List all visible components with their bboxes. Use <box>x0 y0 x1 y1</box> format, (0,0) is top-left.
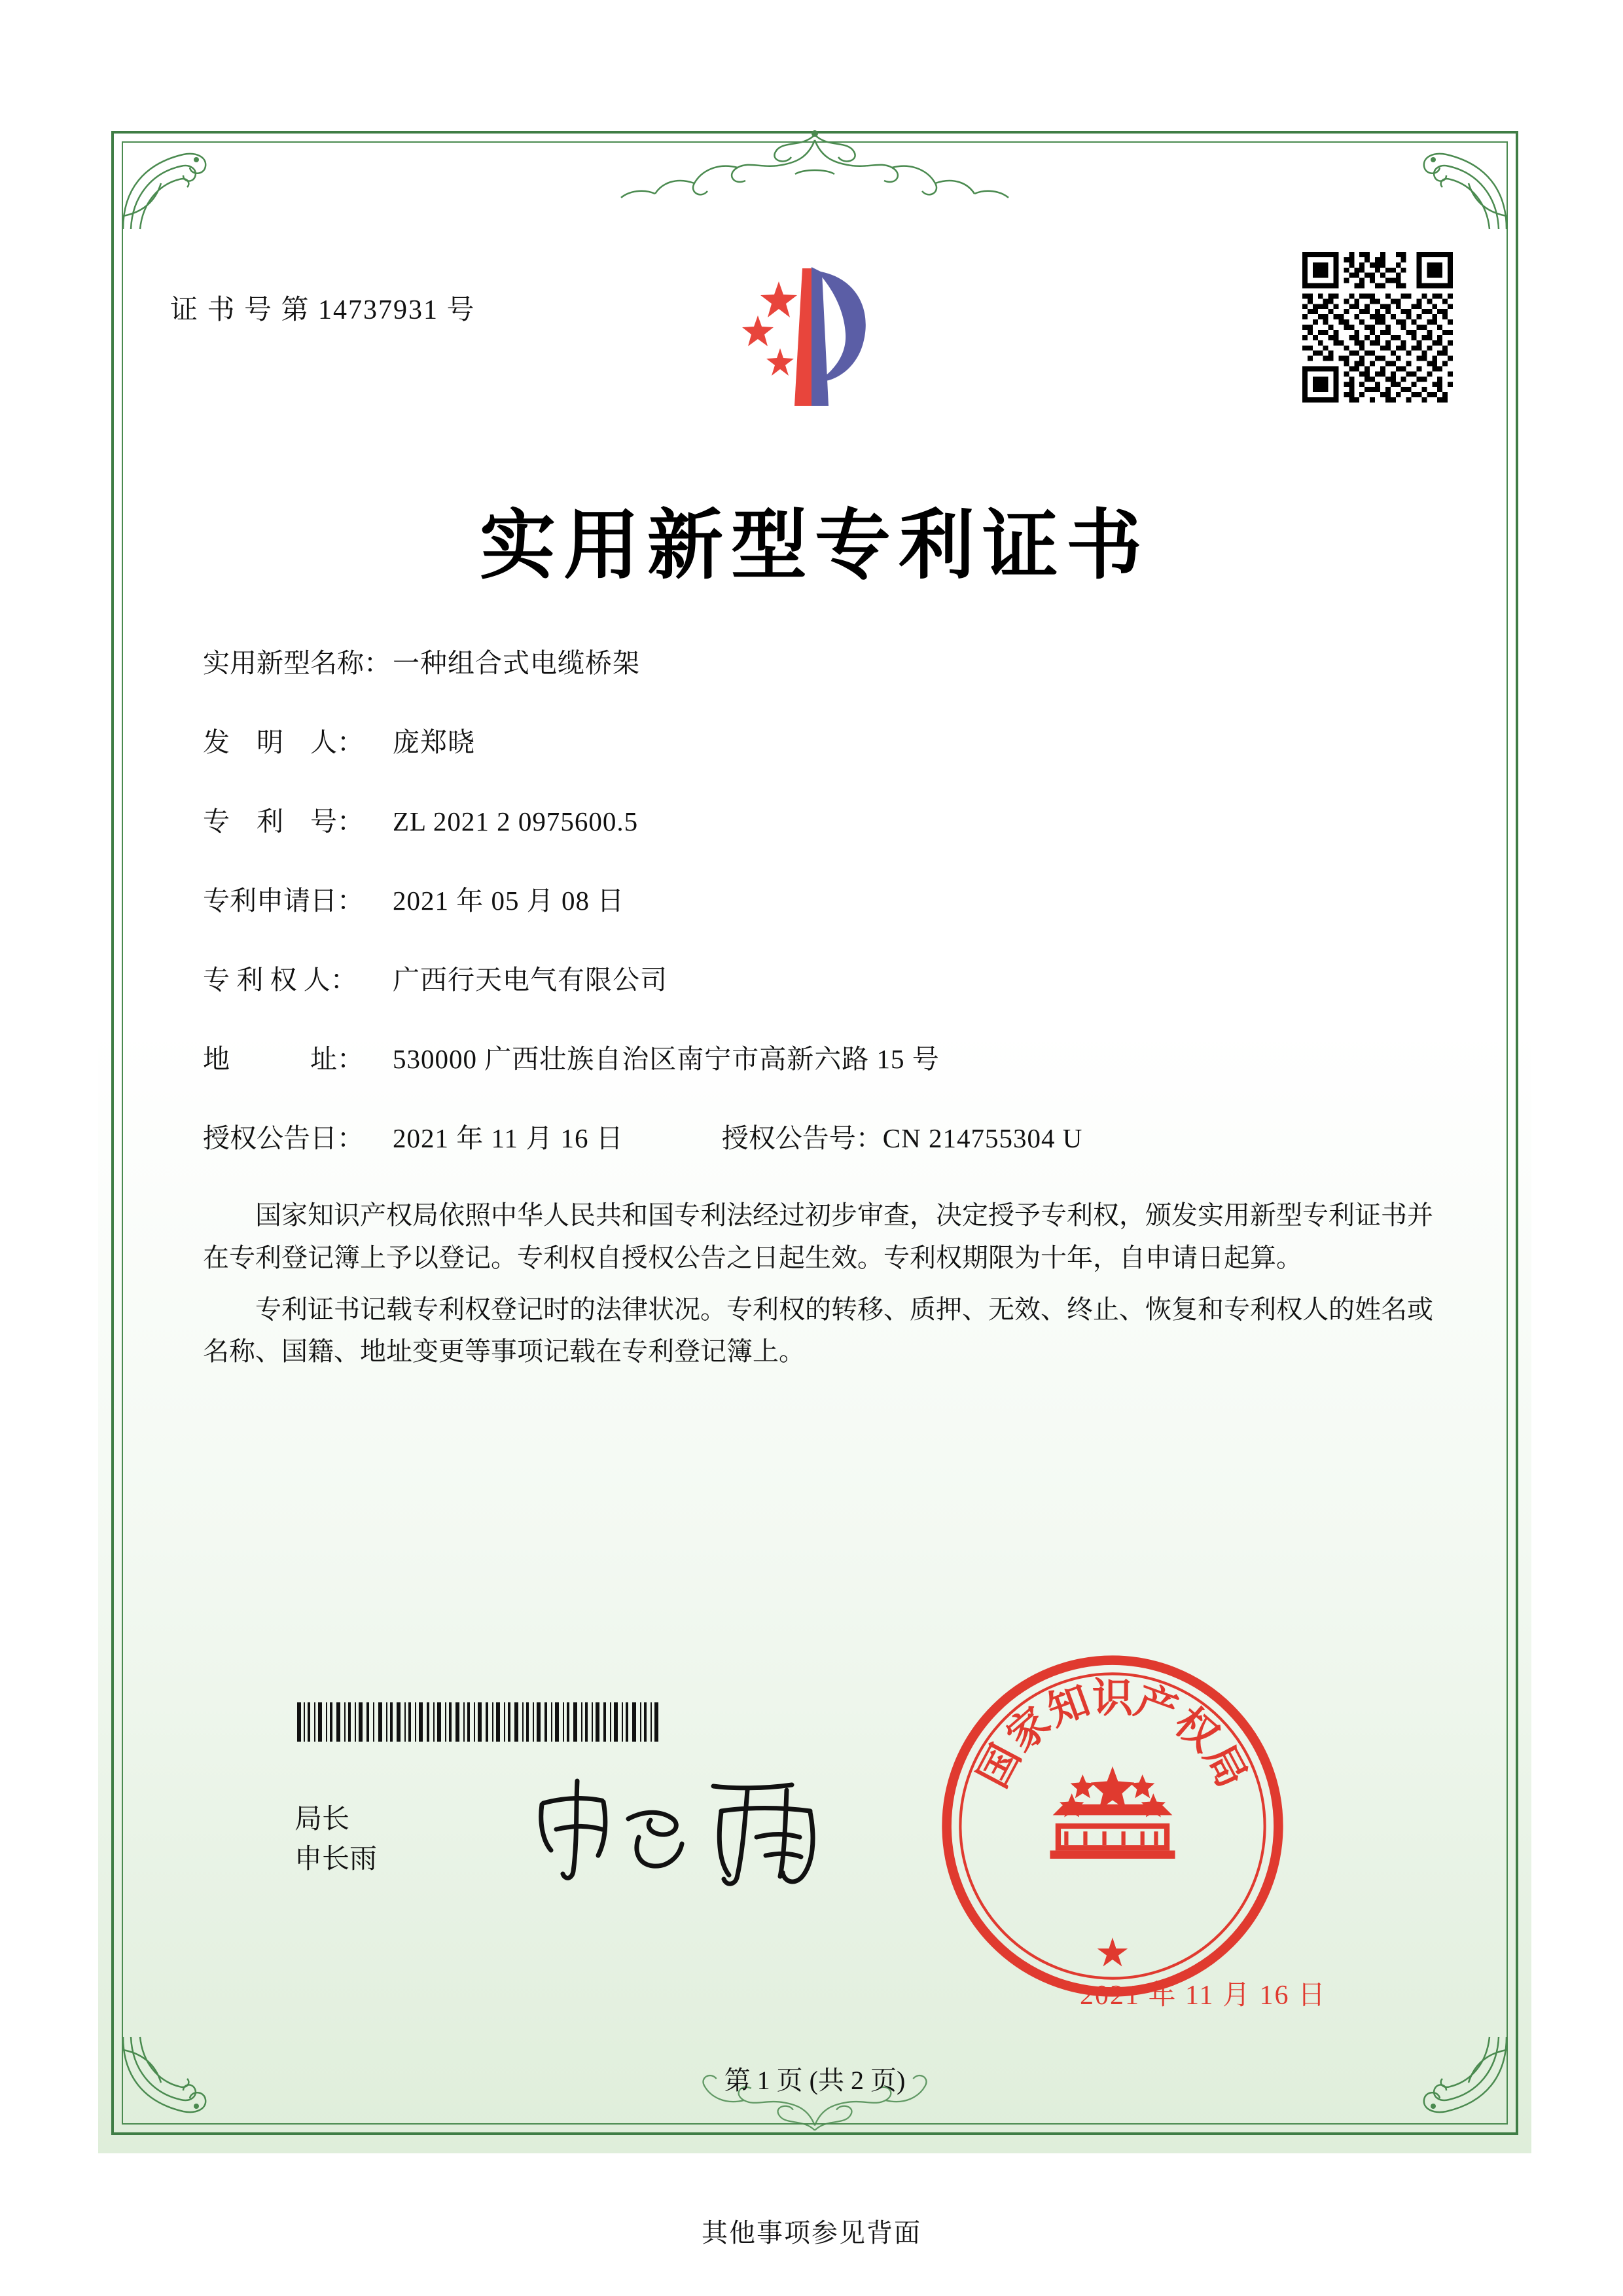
field-label-patent-number: 专 利 号： <box>203 806 364 836</box>
field-utility-model-name <box>203 641 1440 680</box>
field-value-announcement-date: 2021 年 11 月 16 日 <box>393 1123 624 1153</box>
svg-text:知: 知 <box>1041 1676 1096 1735</box>
field-value-announcement-number: CN 214755304 U <box>882 1123 1083 1153</box>
decorative-flourish-top-icon <box>566 128 1063 207</box>
svg-text:产: 产 <box>1129 1676 1184 1735</box>
field-value-patentee: 广西行天电气有限公司 <box>393 965 668 995</box>
field-label-patentee: 专 利 权 人： <box>203 965 357 995</box>
back-side-note: 其他事项参见背面 <box>702 2218 921 2248</box>
handwritten-signature-icon <box>517 1764 864 1895</box>
field-value-inventor: 庞郑晓 <box>393 727 475 757</box>
field-label-utility-model-name: 实用新型名称： <box>203 648 391 678</box>
paragraph-register-statement: 专利证书记载专利权登记时的法律状况。专利权的转移、质押、无效、终止、恢复和专利权人的姓名或名称、国籍、地址变更等事项记载在专利登记簿上。 <box>203 1294 1433 1367</box>
field-value-utility-model-name: 一种组合式电缆桥架 <box>393 648 640 678</box>
signature-name: 申长雨 <box>294 1844 378 1874</box>
corner-ornament-top-left-icon <box>118 137 216 236</box>
field-label-application-date: 专利申请日： <box>203 886 364 916</box>
page-number: 第 1 页 (共 2 页) <box>724 2066 906 2095</box>
field-address <box>203 1037 1440 1076</box>
field-patent-number <box>203 800 1440 838</box>
svg-text:家: 家 <box>997 1698 1060 1761</box>
svg-text:国: 国 <box>969 1736 1030 1795</box>
field-patentee <box>203 958 1440 997</box>
barcode-icon <box>294 1702 687 1742</box>
corner-ornament-top-right-icon <box>1414 137 1512 236</box>
field-label-address: 地 址： <box>203 1044 364 1074</box>
cnipa-emblem-icon <box>707 242 923 439</box>
page-title: 实用新型专利证书 <box>480 501 1150 590</box>
field-label-announcement-number: 授权公告号： <box>721 1123 883 1153</box>
field-application-date <box>203 879 1440 918</box>
field-value-application-date: 2021 年 05 月 08 日 <box>393 886 625 916</box>
svg-text:局: 局 <box>1195 1736 1257 1795</box>
qr-code-icon <box>1302 252 1453 403</box>
certificate-number: 证 书 号 第 14737931 号 <box>170 295 476 325</box>
paragraph-grant-statement: 国家知识产权局依照中华人民共和国专利法经过初步审查，决定授予专利权，颁发实用新型专利证书并在专利登记簿上予以登记。专利权自授权公告之日起生效。专利权期限为十年，自申请日起算。 <box>203 1200 1433 1272</box>
official-seal-icon <box>936 1649 1289 2003</box>
signature-block <box>294 1800 377 1880</box>
svg-text:识: 识 <box>1092 1674 1133 1722</box>
field-label-announcement-date: 授权公告日： <box>203 1123 364 1153</box>
svg-text:★: ★ <box>1096 1931 1129 1973</box>
legal-text <box>203 1194 1433 1382</box>
seal-date: 2021 年 11 月 16 日 <box>1080 1981 1327 2011</box>
field-label-inventor: 发 明 人： <box>203 727 364 757</box>
svg-text:权: 权 <box>1166 1698 1228 1761</box>
signature-title: 局长 <box>294 1804 350 1835</box>
field-inventor <box>203 721 1440 759</box>
patent-certificate <box>98 111 1531 2153</box>
field-value-patent-number: ZL 2021 2 0975600.5 <box>393 806 639 836</box>
field-list <box>203 641 1440 1193</box>
field-grant-row <box>203 1117 1440 1155</box>
field-value-address: 530000 广西壮族自治区南宁市高新六路 15 号 <box>393 1044 940 1074</box>
